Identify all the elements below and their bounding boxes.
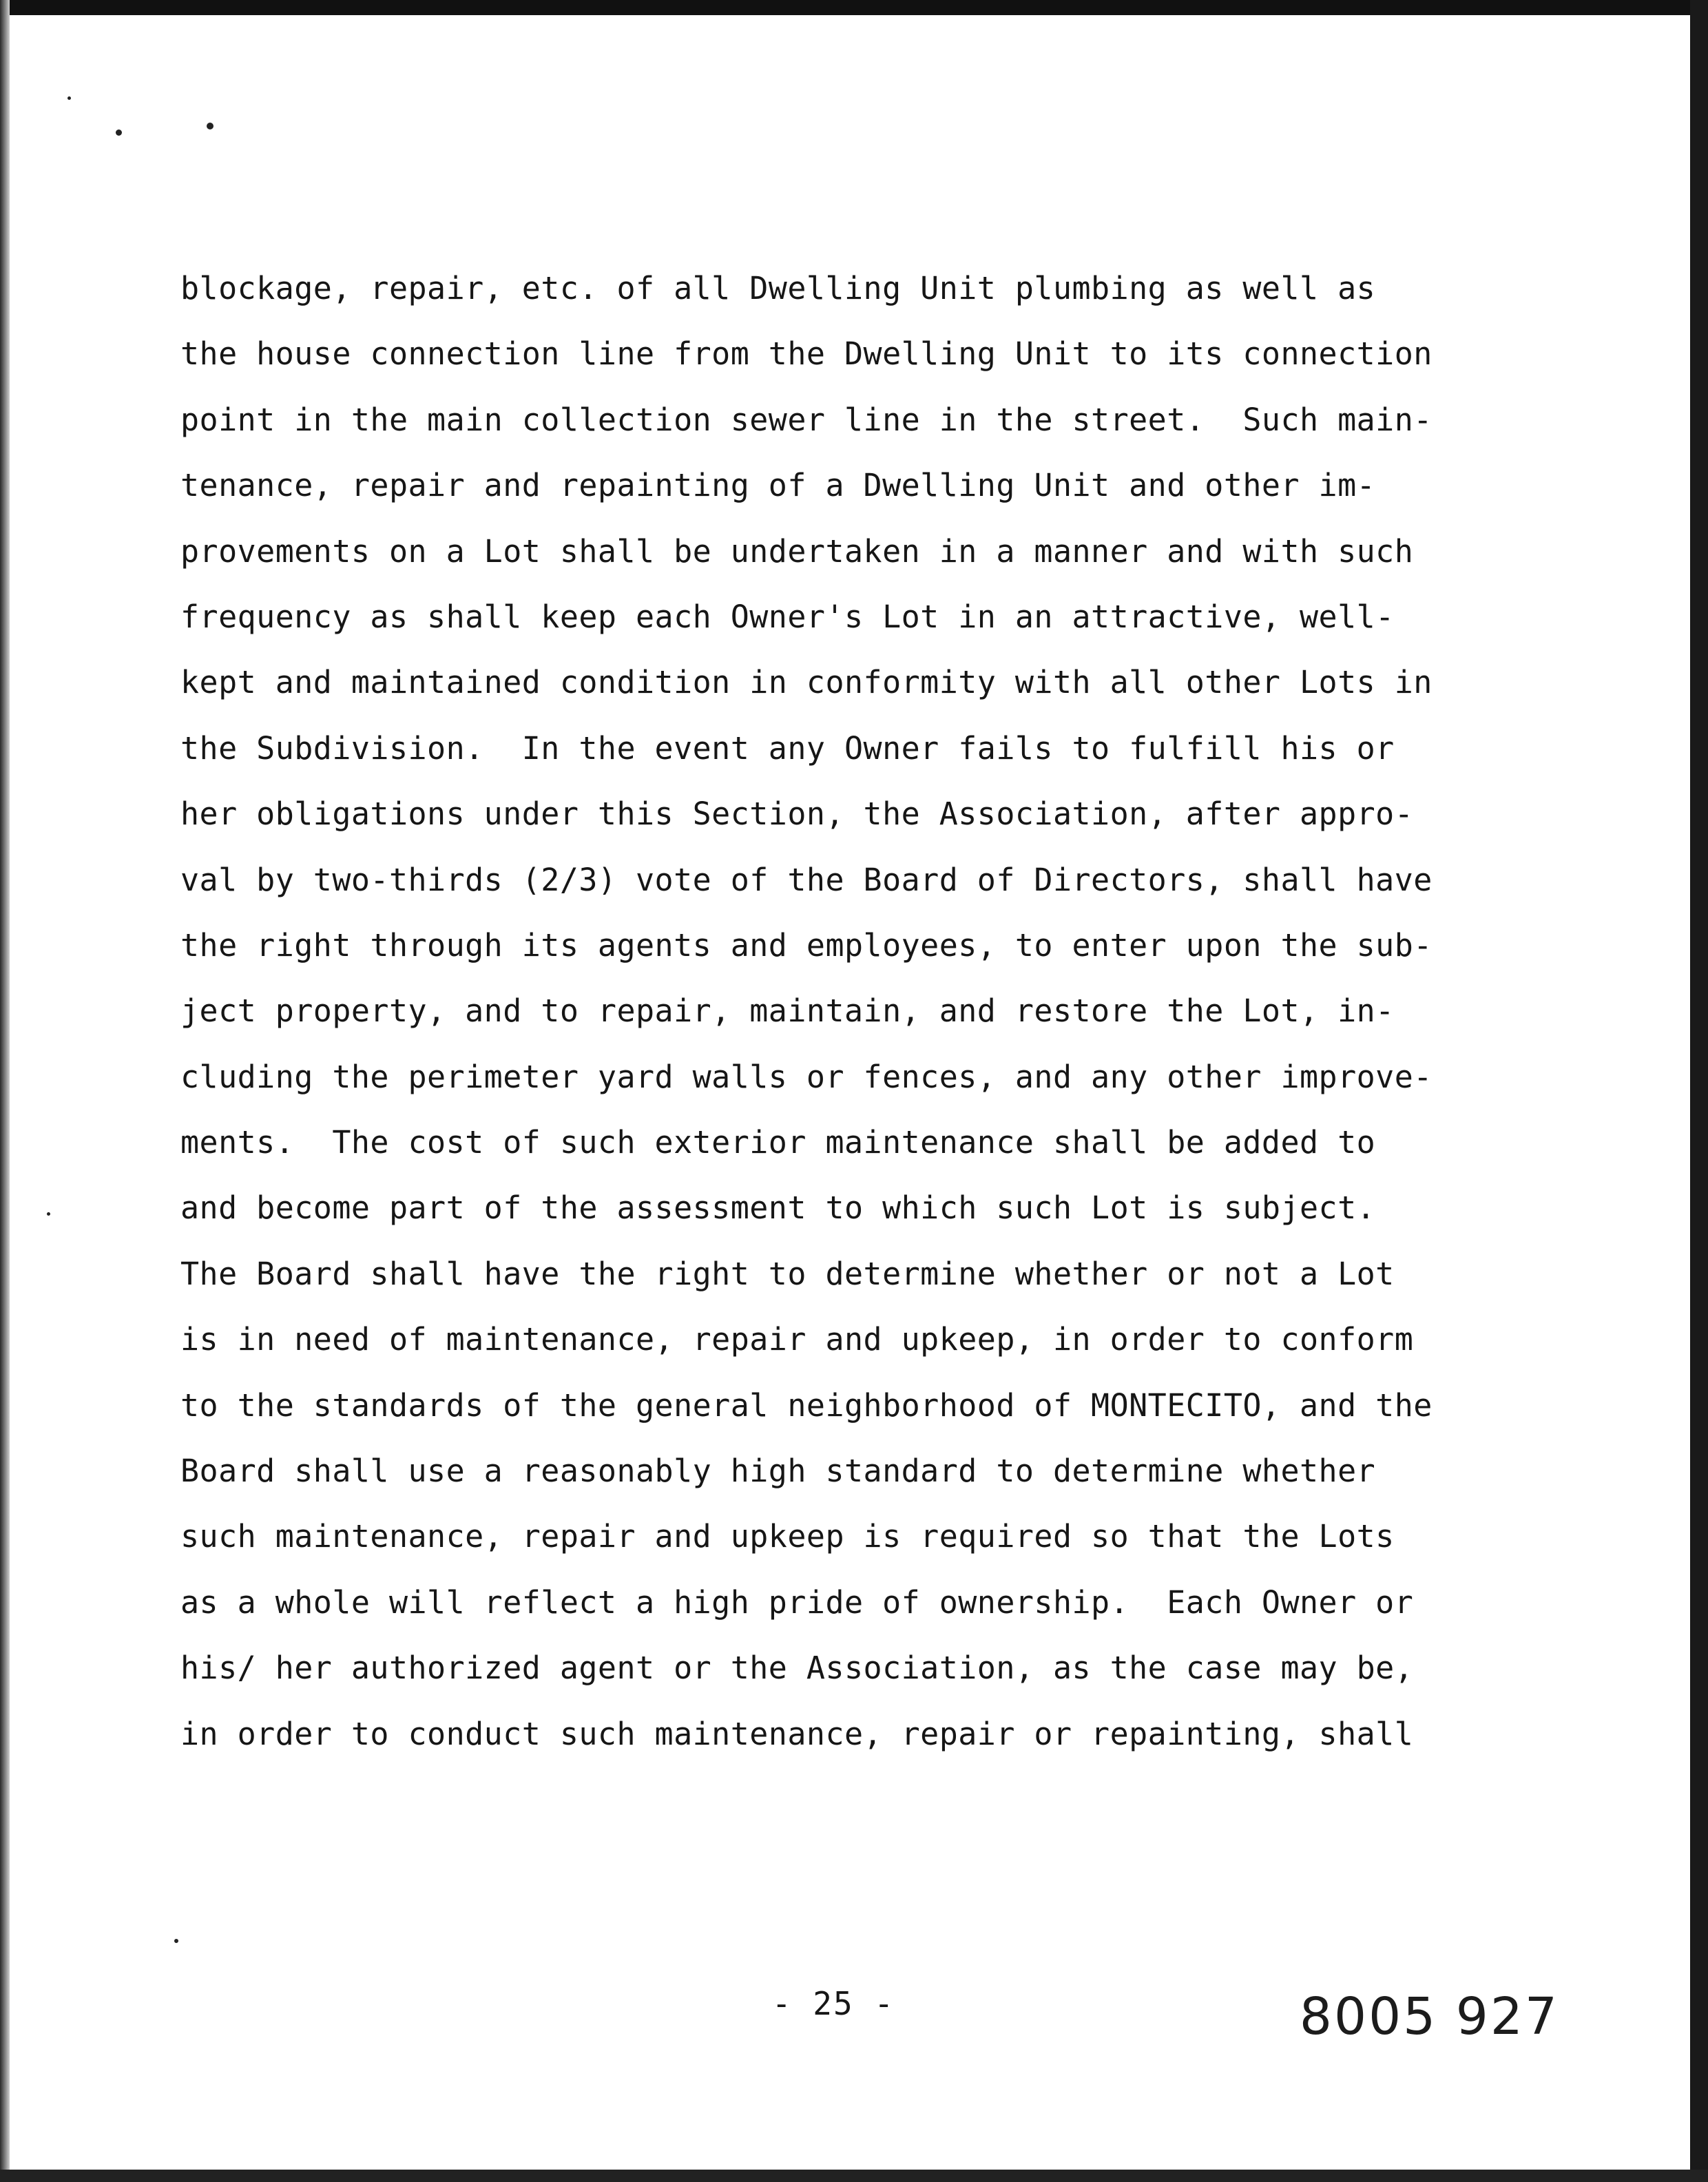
- text-line: blockage, repair, etc. of all Dwelling Unit plumbing as well as: [180, 270, 1376, 306]
- text-line: ments. The cost of such exterior maintenance shall be added to: [180, 1124, 1376, 1161]
- text-line: to the standards of the general neighborhood of MONTECITO, and the: [180, 1386, 1433, 1424]
- text-line: the house connection line from the Dwelling Unit to its connection: [180, 335, 1433, 373]
- page-number: - 25 -: [771, 1985, 895, 2022]
- text-line: provements on a Lot shall be undertaken in a manner and with such: [180, 532, 1414, 570]
- document-body: [180, 265, 1558, 1776]
- text-line: his/ her authorized agent or the Association, as the case may be,: [180, 1650, 1414, 1687]
- scan-speck: [47, 1212, 50, 1216]
- text-line: is in need of maintenance, repair and upkeep, in order to conform: [180, 1321, 1414, 1358]
- text-line: as a whole will reflect a high pride of ownership. Each Owner or: [180, 1583, 1414, 1621]
- scan-edge-left: [0, 0, 10, 2182]
- text-line: her obligations under this Section, the Association, after appro-: [180, 796, 1414, 833]
- text-line: ject property, and to repair, maintain, and restore the Lot, in-: [180, 993, 1395, 1030]
- text-line: val by two-thirds (2/3) vote of the Board of Directors, shall have: [180, 861, 1433, 898]
- scan-edge-right: [1690, 0, 1708, 2182]
- text-line: and become part of the assessment to which such Lot is subject.: [180, 1189, 1376, 1227]
- text-line: in order to conduct such maintenance, repair or repainting, shall: [180, 1715, 1414, 1752]
- scan-speck: [174, 1939, 178, 1943]
- text-line: the right through its agents and employees, to enter upon the sub-: [180, 926, 1433, 964]
- text-line: such maintenance, repair and upkeep is required so that the Lots: [180, 1518, 1395, 1555]
- text-line: tenance, repair and repainting of a Dwelling Unit and other im-: [180, 467, 1376, 504]
- scan-edge-bottom: [0, 2170, 1708, 2182]
- scan-speck: [207, 123, 214, 129]
- scan-speck: [116, 129, 122, 136]
- scan-edge-top: [0, 0, 1708, 15]
- document-code: 8005 927: [1299, 1987, 1559, 2046]
- text-line: frequency as shall keep each Owner's Lot in an attractive, well-: [180, 598, 1395, 635]
- text-line: cluding the perimeter yard walls or fences, and any other improve-: [180, 1058, 1433, 1095]
- text-line: The Board shall have the right to determine whether or not a Lot: [180, 1255, 1395, 1292]
- scan-speck: [67, 96, 71, 100]
- text-line: point in the main collection sewer line in the street. Such main-: [180, 401, 1433, 438]
- text-line: Board shall use a reasonably high standard to determine whether: [180, 1453, 1376, 1490]
- text-line: the Subdivision. In the event any Owner fails to fulfill his or: [180, 729, 1395, 767]
- text-line: kept and maintained condition in conformity with all other Lots in: [180, 664, 1433, 701]
